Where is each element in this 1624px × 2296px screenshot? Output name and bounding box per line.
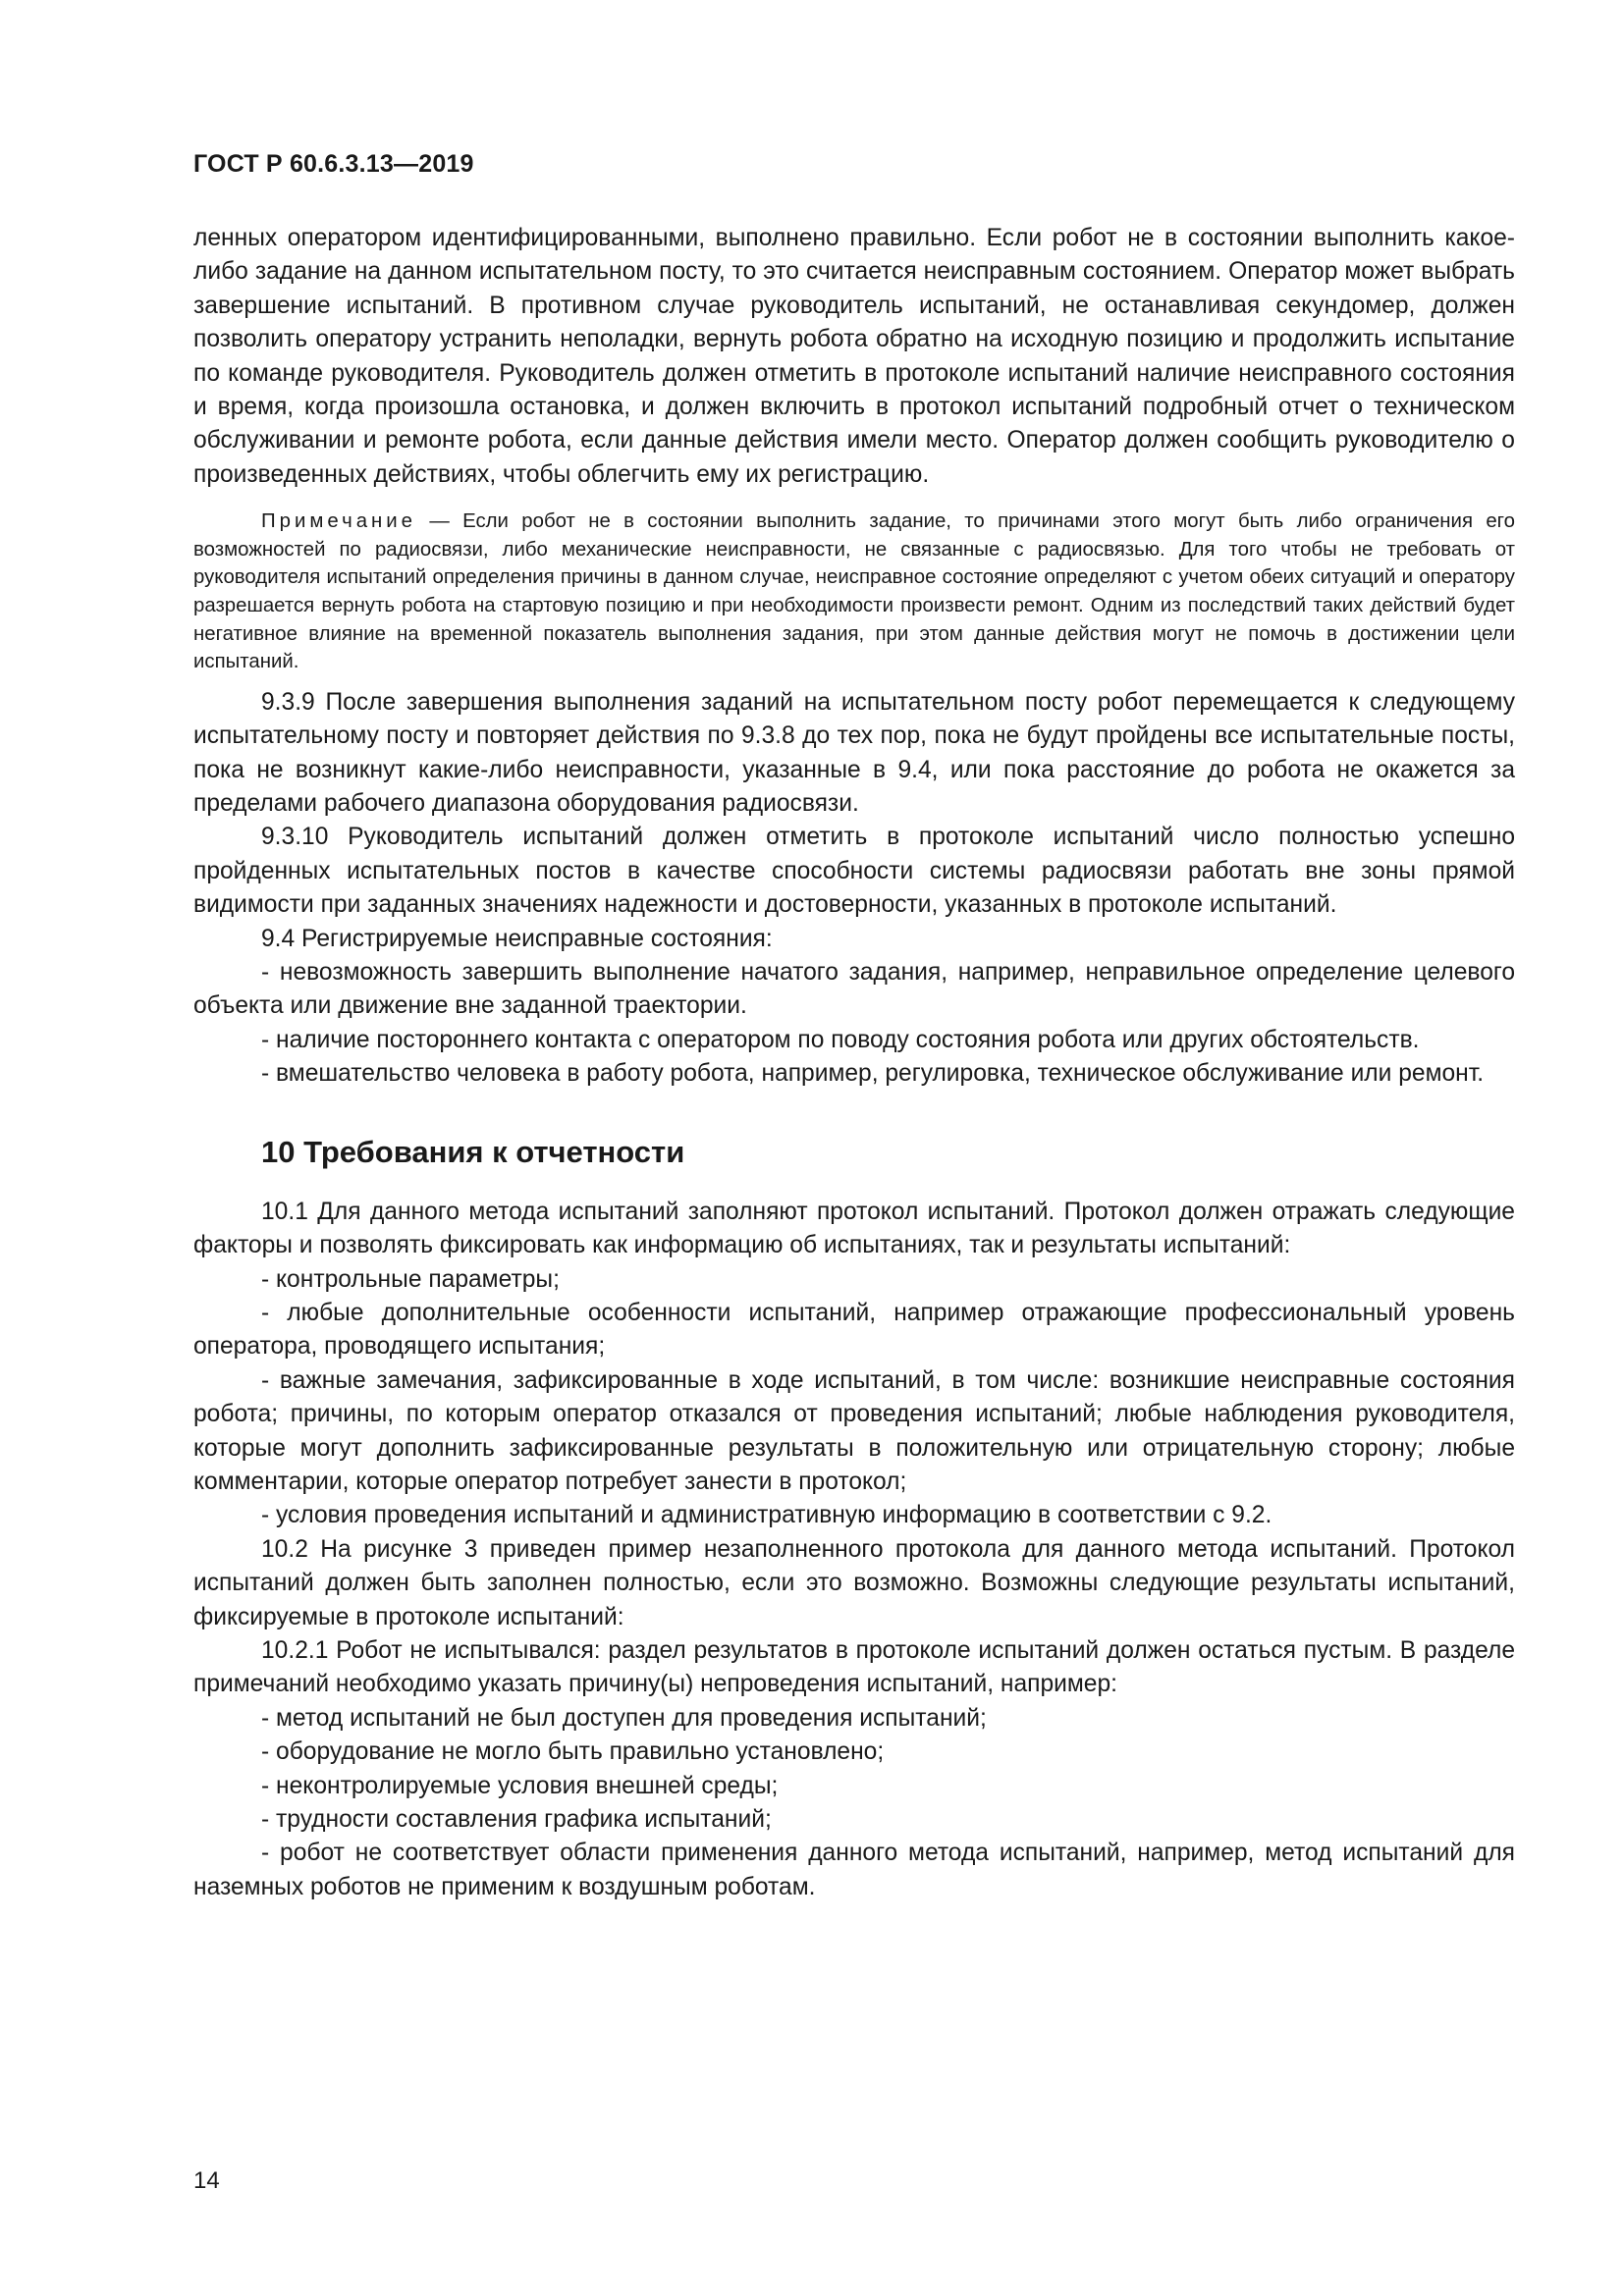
list-item: - метод испытаний не был доступен для проведения испытаний; xyxy=(261,1704,987,1732)
document-body xyxy=(193,222,1515,1904)
list-item: - важные замечания, зафиксированные в ходе испытаний, в том числе: возникшие неисправные состояния робота; причины, по которым оператор отказался от проведения испытаний; любые наблюдения руководителя, которые могут дополнить зафиксированные результаты в положительную или отрицательную сторону; любые комментарии, которые оператор потребует занести в протокол; xyxy=(193,1366,1515,1495)
list-item: - трудности составления графика испытаний; xyxy=(261,1806,772,1833)
standard-header: ГОСТ Р 60.6.3.13—2019 xyxy=(193,150,474,178)
note xyxy=(193,507,1515,676)
list-item: - робот не соответствует области применения данного метода испытаний, например, метод испытаний для наземных роботов не применим к воздушным роботам. xyxy=(193,1840,1515,1900)
list-item: - вмешательство человека в работу робота, например, регулировка, техническое обслуживание или ремонт. xyxy=(261,1060,1485,1088)
list-item: - неконтролируемые условия внешней среды; xyxy=(261,1772,779,1799)
list-item: - оборудование не могло быть правильно установлено; xyxy=(261,1738,885,1766)
list-item: - контрольные параметры; xyxy=(261,1265,560,1293)
clause-10-2: 10.2 На рисунке 3 приведен пример незаполненного протокола для данного метода испытаний. Протокол испытаний должен быть заполнен полностью, если это возможно. Возможны следующие результаты испытаний, фиксируемые в протоколе испытаний: xyxy=(193,1535,1515,1630)
clause-10-2-1: 10.2.1 Робот не испытывался: раздел результатов в протоколе испытаний должен остаться пустым. В разделе примечаний необходимо указать причину(ы) непроведения испытаний, например: xyxy=(193,1636,1515,1698)
page-number: 14 xyxy=(193,2167,220,2194)
section-10-title: 10 Требования к отчетности xyxy=(261,1134,685,1169)
clause-9-4: 9.4 Регистрируемые неисправные состояния: xyxy=(261,925,773,952)
list-item: - невозможность завершить выполнение начатого задания, например, неправильное определение целевого объекта или движение вне заданной траектории. xyxy=(193,959,1515,1020)
list-item: - условия проведения испытаний и административную информацию в соответствии с 9.2. xyxy=(261,1502,1272,1529)
clause-9-3-9: 9.3.9 После завершения выполнения заданий на испытательном посту робот перемещается к следующему испытательному посту и повторяет действия по 9.3.8 до тех пор, пока не будут пройдены все испытательные посты, пока не возникнут какие-либо неисправности, указанные в 9.4, или пока расстояние до робота не окажется за пределами рабочего диапазона оборудования радиосвязи. xyxy=(193,688,1515,818)
note-label: Примечание xyxy=(261,510,417,533)
list-item: - наличие постороннего контакта с оператором по поводу состояния робота или других обстоятельств. xyxy=(261,1026,1420,1053)
clause-9-3-10: 9.3.10 Руководитель испытаний должен отметить в протоколе испытаний число полностью успешно пройденных испытательных постов в качестве способности системы радиосвязи работать вне зоны прямой видимости при заданных значениях надежности и достоверности, указанных в протоколе испытаний. xyxy=(193,824,1515,919)
paragraph-continuation: ленных оператором идентифицированными, выполнено правильно. Если робот не в состоянии выполнить какое-либо задание на данном испытательном посту, то это считается неисправным состоянием. Оператор может выбрать завершение испытаний. В противном случае руководитель испытаний, не останавливая секундомер, должен позволить оператору устранить неполадки, вернуть робота обратно на исходную позицию и продолжить испытание по команде руководителя. Руководитель должен отметить в протоколе испытаний наличие неисправного состояния и время, когда произошла остановка, и должен включить в протокол испытаний подробный отчет о техническом обслуживании и ремонте робота, если данные действия имели место. Оператор должен сообщить руководителю о произведенных действиях, чтобы облегчить ему их регистрацию. xyxy=(193,225,1515,488)
list-item: - любые дополнительные особенности испытаний, например отражающие профессиональный уровень оператора, проводящего испытания; xyxy=(193,1299,1515,1361)
note-text: — Если робот не в состоянии выполнить задание, то причинами этого могут быть либо ограничения его возможностей по радиосвязи, либо механические неисправности, не связанные с радиосвязью. Для того чтобы не требовать от руководителя испытаний определения причины в данном случае, неисправное состояние определяют с учетом обеих ситуаций и оператору разрешается вернуть робота на стартовую позицию и при необходимости произвести ремонт. Одним из последствий таких действий будет негативное влияние на временной показатель выполнения задания, при этом данные действия могут не помочь в достижении цели испытаний. xyxy=(193,510,1515,673)
clause-10-1: 10.1 Для данного метода испытаний заполняют протокол испытаний. Протокол должен отражать следующие факторы и позволять фиксировать как информацию об испытаниях, так и результаты испытаний: xyxy=(193,1198,1515,1259)
